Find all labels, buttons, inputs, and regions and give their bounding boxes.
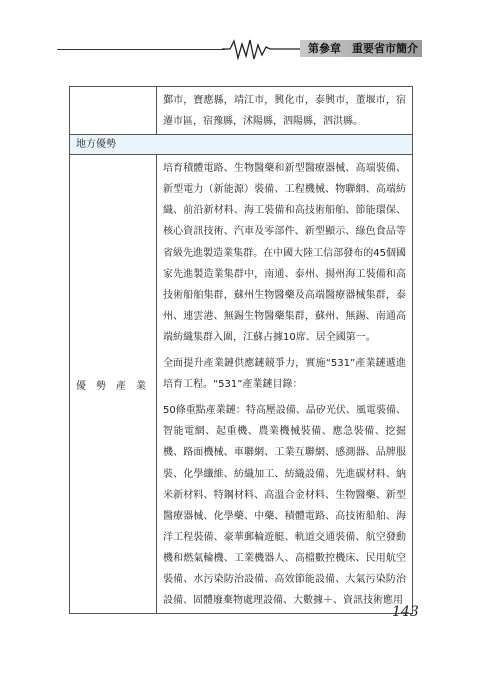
paragraph: 50條重點產業鏈：特高壓設備、晶矽光伏、風電裝備、智能電網、起重機、農業機械裝備、應急裝備、挖掘機、路面機械、車聯網、工業互聯網、感測器、品牌服裝、化學纖維、紡織加工、紡織設備、先進碳材料、納米新材料、特鋼材料、高溫合金材料、生物醫藥、新型醫療器械、化學藥、中藥、積體電路、高技術船舶、海洋工程裝備、豪華郵輪遊艇、軌道交通裝備、航空發動機和燃氣輪機、工業機器人、高檔數控機床、民用航空裝備、水污染防治設備、高效節能設備、大氣污染防治設備、固體廢棄物處理設備、大數據＋、資訊技術應用	[163, 405, 406, 607]
section-header-row	[70, 135, 413, 155]
paragraph: 全面提升產業鏈供應鏈競爭力，實施“531”產業鏈遞進培育工程。“531”產業鏈目錄：	[163, 358, 406, 391]
heartbeat-wave-icon	[222, 38, 302, 62]
section-title: 地方優勢	[76, 139, 116, 151]
table-row	[70, 87, 413, 135]
city-list-cell	[157, 87, 413, 135]
page-number: 143	[392, 604, 419, 620]
content-cell	[157, 155, 413, 614]
chapter-title: 第參章 重要省市簡介	[300, 40, 422, 57]
info-table	[69, 86, 413, 614]
table-row	[70, 155, 413, 614]
row-label: 優勢產業	[70, 155, 157, 614]
paragraph: 培育積體電路、生物醫藥和新型醫療器械、高端裝備、新型電力（新能源）裝備、工程機械、物聯網、高端紡織、前沿新材料、海工裝備和高技術船舶、節能環保、核心資訊技術、汽車及零部件、新型顯示、綠色食品等省級先進製造業集群。在中國大陸工信部發布的45個國家先進製造業集群中，南通、泰州、揚州海工裝備和高技術船舶集群，蘇州生物醫藥及高端醫療器械集群，泰州、連雲港、無錫生物醫藥集群，蘇州、無錫、南通高端紡織集群入圍，江蘇占據10席、居全國第一。	[163, 163, 406, 343]
city-list-text: 鄞市，寶應縣，靖江市，興化市，泰興市，董堰市，宿遷市區，宿豫縣，沭陽縣，泗陽縣，泗洪縣。	[163, 95, 406, 128]
empty-cell	[70, 87, 157, 135]
header-rule	[57, 49, 225, 50]
section-header-cell	[70, 135, 413, 155]
